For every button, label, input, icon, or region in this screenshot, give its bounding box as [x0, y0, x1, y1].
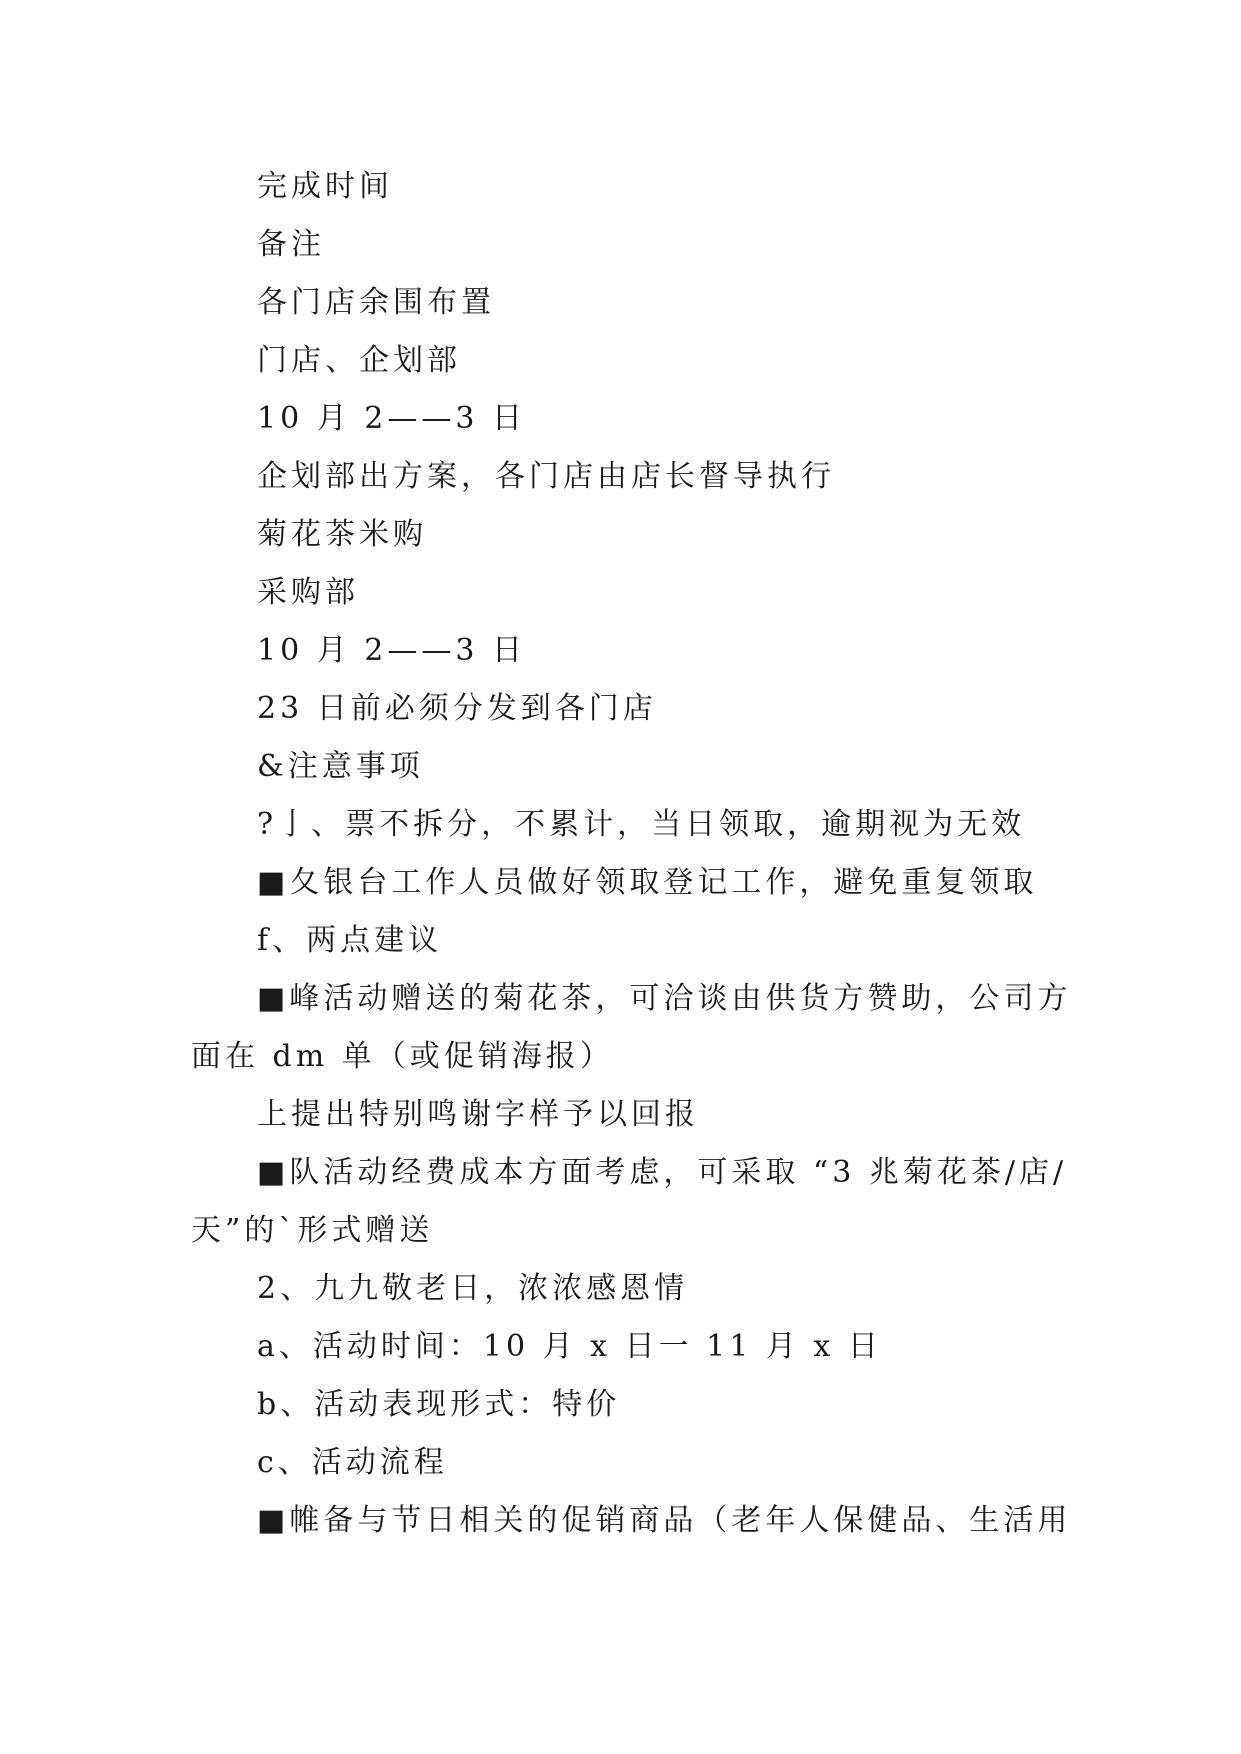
text-line: 各门店余围布置 [257, 285, 495, 320]
text-line: 天”的`形式赠送 [191, 1213, 434, 1248]
text-line: 上提出特别鸣谢字样予以回报 [257, 1097, 699, 1132]
text-line: 备注 [257, 227, 325, 262]
text-line: f、两点建议 [257, 923, 443, 958]
text-line: ■帷备与节日相关的促销商品（老年人保健品、生活用 [257, 1503, 1072, 1538]
text-line: 10 月 2——3 日 [257, 633, 526, 668]
text-line: c、活动流程 [257, 1445, 448, 1480]
text-line: ■夂银台工作人员做好领取登记工作，避免重复领取 [257, 865, 1038, 900]
text-line: 面在 dm 单（或促销海报） [191, 1039, 614, 1074]
text-line: b、活动表现形式：特价 [257, 1387, 621, 1422]
text-line: 完成时间 [257, 169, 393, 204]
text-line: 企划部出方案，各门店由店长督导执行 [257, 459, 835, 494]
text-line: ■队活动经费成本方面考虑，可采取 “3 兆菊花茶/店/ [257, 1155, 1068, 1190]
text-line: 10 月 2——3 日 [257, 401, 526, 436]
text-line: ?亅、票不拆分，不累计，当日领取，逾期视为无效 [257, 807, 1026, 842]
text-line: 门店、企划部 [257, 343, 461, 378]
text-line: 23 日前必须分发到各门店 [257, 691, 657, 726]
text-line: &注意事项 [257, 749, 424, 784]
text-line: 采购部 [257, 575, 359, 610]
text-line: ■峰活动赠送的菊花茶，可洽谈由供货方赞助，公司方 [257, 981, 1072, 1016]
text-line: 2、九九敬老日，浓浓感恩情 [257, 1271, 689, 1306]
text-line: a、活动时间：10 月 x 日一 11 月 x 日 [257, 1329, 882, 1364]
text-line: 菊花茶米购 [257, 517, 427, 552]
